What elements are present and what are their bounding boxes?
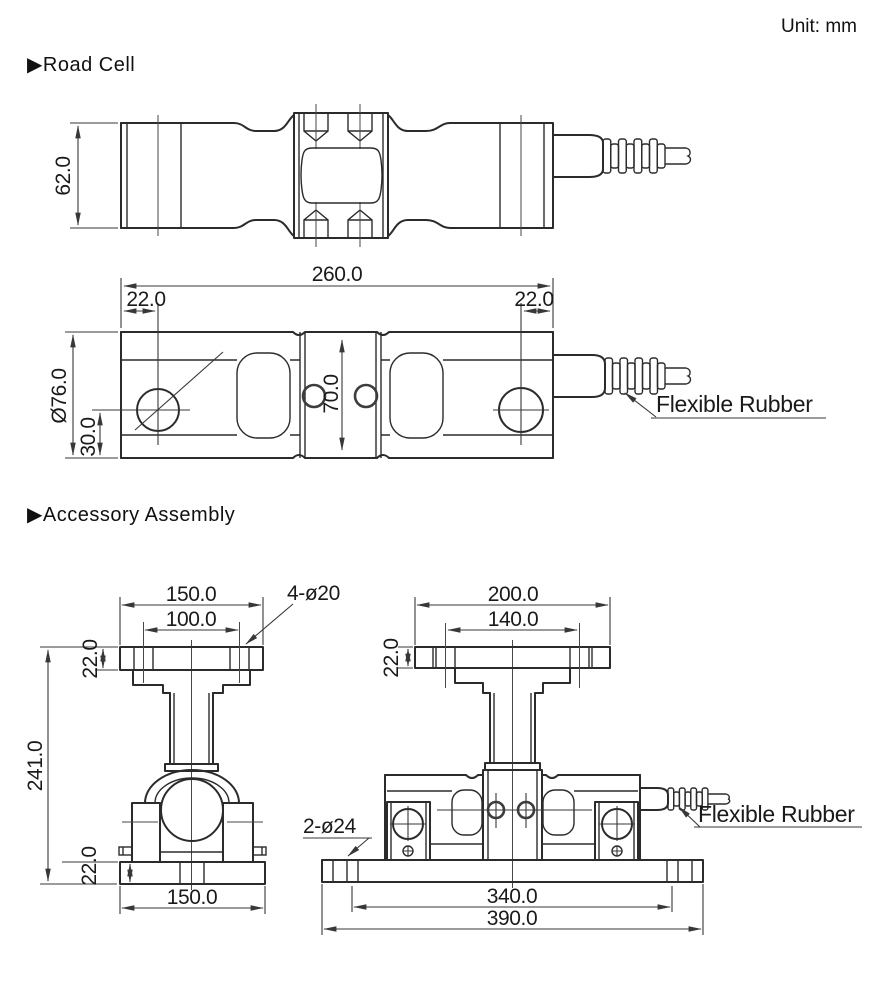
cable-exit-top [553,135,690,177]
road-cell-side-view [48,263,826,458]
dim-150-top-label: 150.0 [165,583,217,606]
dim-100 [145,608,238,631]
dim-22-right [514,288,553,311]
dim-260-label: 260.0 [311,263,363,286]
dim-22-left-label: 22.0 [126,288,166,311]
load-cell-body-outline [121,113,553,238]
flexible-rubber-label-1: Flexible Rubber [656,391,813,417]
dim-100-label: 100.0 [165,608,217,631]
callout-4-o20-label: 4-ø20 [287,582,340,605]
dim-140-label: 140.0 [487,608,539,631]
dim-22-right-label: 22.0 [514,288,554,311]
dim-70 [320,340,343,450]
dim-260 [121,263,553,328]
dim-390-label: 390.0 [486,907,538,930]
mounting-holes [92,303,549,445]
flexible-rubber-callout-1 [625,391,826,418]
socket-screws [304,104,372,247]
dim-70-label: 70.0 [320,374,343,414]
dim-30-label: 30.0 [77,417,100,457]
accessory-front-view [24,582,340,914]
dim-22-side-label: 22.0 [380,638,403,678]
dim-22-front-top [40,639,118,678]
dim-340-label: 340.0 [486,885,538,908]
dim-22-left [124,288,166,311]
callout-4-o20 [246,582,340,644]
dim-62 [52,123,118,228]
unit-label: Unit: mm [781,16,857,37]
flexible-rubber-callout-2 [679,801,862,827]
dim-62-label: 62.0 [52,156,75,196]
accessory-side-view [303,583,862,935]
road-cell-top-view [52,104,690,247]
front-ball-seat [119,770,266,862]
dim-22-side [380,638,413,677]
road-cell-title: ▶Road Cell [27,54,136,76]
dim-150-bottom [120,886,265,914]
callout-2-o24-label: 2-ø24 [303,815,356,838]
dim-241 [24,650,117,884]
dim-76-label: Ø76.0 [48,368,71,424]
dim-150-bottom-label: 150.0 [166,886,218,909]
dim-22-front-bottom-label: 22.0 [78,846,101,886]
flexible-rubber-label-2: Flexible Rubber [698,801,855,827]
dim-241-label: 241.0 [24,740,47,792]
front-base-plate [120,862,265,884]
dim-22-front-top-label: 22.0 [79,639,102,679]
dim-200-label: 200.0 [487,583,539,606]
callout-2-o24 [303,815,372,856]
center-cutout [301,148,382,203]
dim-30 [77,413,100,457]
accessory-title: ▶Accessory Assembly [27,504,236,526]
dim-140 [448,608,577,631]
